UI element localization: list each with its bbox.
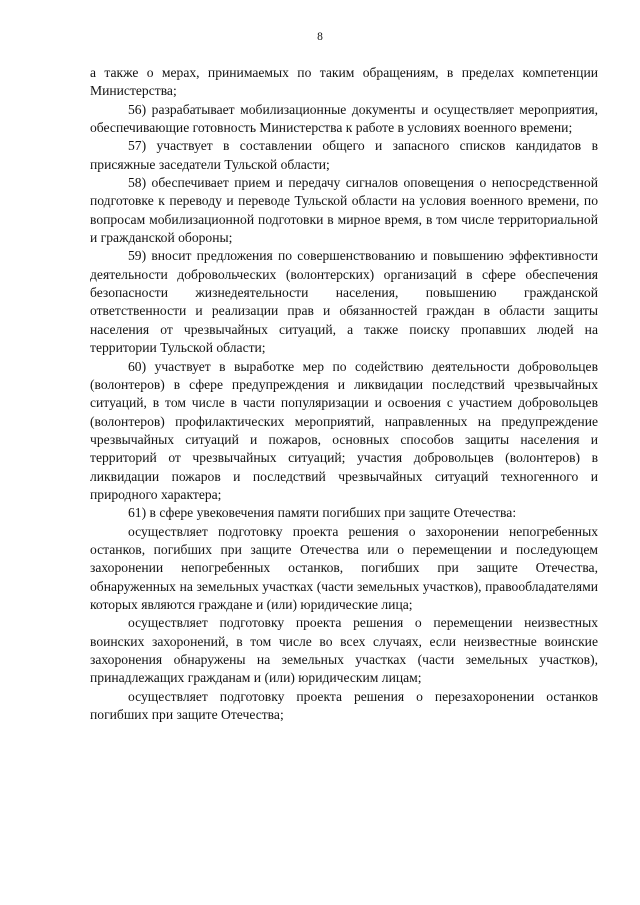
paragraph-subitem-relocation: осуществляет подготовку проекта решения о перемещении неизвестных воинских захоронений, в том числе во всех случаях, если неизвестные воинские захоронения обнаружены на земельных участках (части земельных участков), принадлежащих гражданам и (или) юридическим лицам; bbox=[90, 615, 598, 686]
paragraph-item-59: 59) вносит предложения по совершенствованию и повышению эффективности деятельности добровольческих (волонтерских) организаций в сфере обеспечения безопасности жизнедеятельности населения, повышению гражданской ответственности и реализации прав и обязанностей граждан в области защиты населения от чрезвычайных ситуаций, а также поиску пропавших людей на территории Тульской области; bbox=[90, 248, 598, 356]
paragraph-item-56: 56) разрабатывает мобилизационные документы и осуществляет мероприятия, обеспечивающие готовность Министерства к работе в условиях военного времени; bbox=[90, 101, 598, 136]
page-number: 8 bbox=[317, 31, 323, 43]
document-body bbox=[90, 64, 598, 724]
paragraph-subitem-reburial: осуществляет подготовку проекта решения о перезахоронении останков погибших при защите Отечества; bbox=[90, 688, 598, 723]
paragraph-item-60: 60) участвует в выработке мер по содействию деятельности добровольцев (волонтеров) в сфере предупреждения и ликвидации последствий чрезвычайных ситуаций, в том числе в части популяризации и освоения с участием добровольцев (волонтеров) профилактических мероприятий, направленных на предупреждение чрезвычайных ситуаций и пожаров, основных способов защиты населения и территорий от чрезвычайных ситуаций; участия добровольцев (волонтеров) в ликвидации пожаров и последствий чрезвычайных ситуаций техногенного и природного характера; bbox=[90, 358, 598, 502]
paragraph-item-57: 57) участвует в составлении общего и запасного списков кандидатов в присяжные заседатели Тульской области; bbox=[90, 138, 598, 172]
paragraph-subitem-burial: осуществляет подготовку проекта решения о захоронении непогребенных останков, погибших при защите Отечества или о перемещении и последующем захоронении непогребенных останков, погибших при защите Отечества, обнаруженных на земельных участках (части земельных участков), правообладателями которых являются граждане и (или) юридические лица; bbox=[90, 523, 598, 612]
paragraph-continuation: а также о мерах, принимаемых по таким обращениям, в пределах компетенции Министерства; bbox=[90, 65, 598, 99]
paragraph-item-58: 58) обеспечивает прием и передачу сигналов оповещения о непосредственной подготовке к переводу и переводе Тульской области на условия военного времени, по вопросам мобилизационной подготовки в мирное время, в том числе территориальной и гражданской обороны; bbox=[90, 175, 598, 246]
paragraph-item-61: 61) в сфере увековечения памяти погибших при защите Отечества: bbox=[128, 505, 517, 521]
